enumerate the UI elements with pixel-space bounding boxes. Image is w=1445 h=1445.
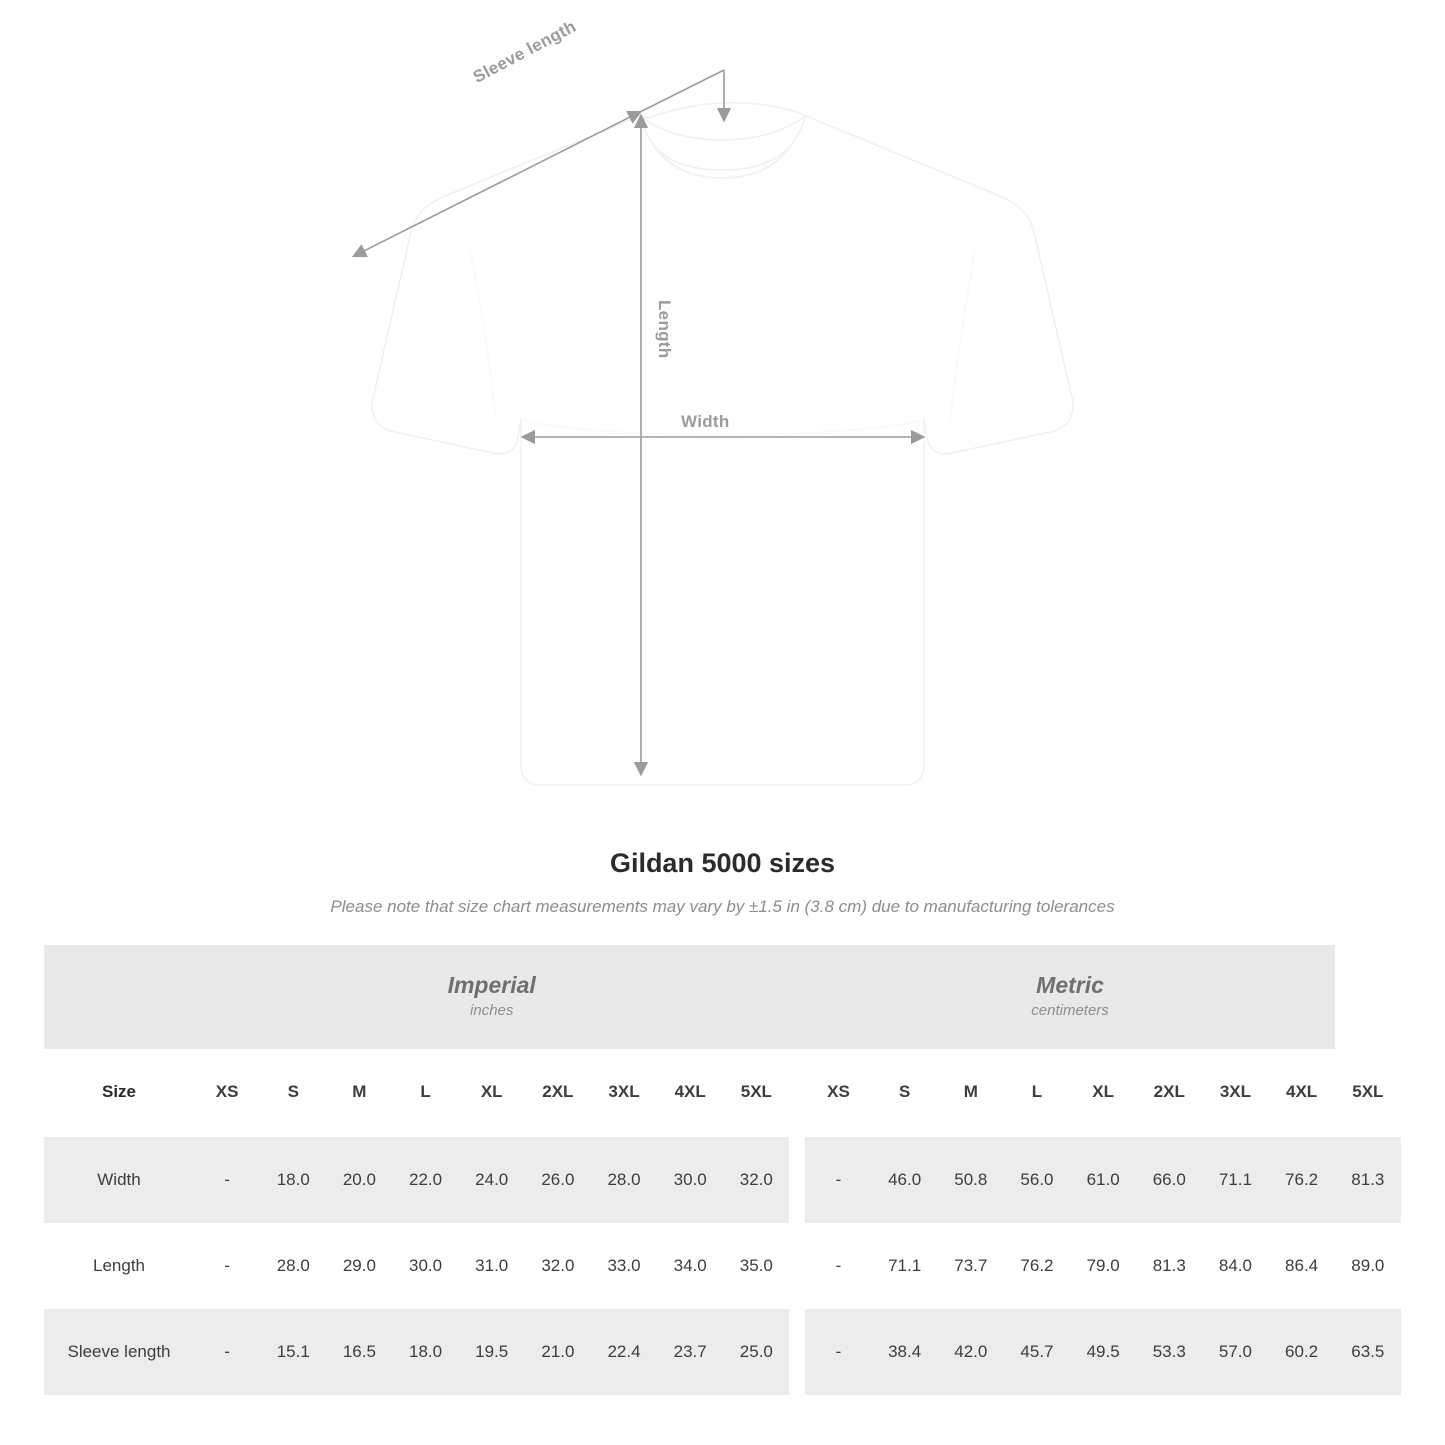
size-col-metric-2xl: 2XL (1136, 1049, 1202, 1136)
cell-length-metric-2xl: 81.3 (1136, 1223, 1202, 1309)
row-header-size: Size (44, 1049, 194, 1136)
cell-length-imperial-s: 28.0 (260, 1223, 326, 1309)
cell-width-imperial-xs: - (194, 1136, 260, 1223)
cell-sleeve-metric-5xl: 63.5 (1335, 1309, 1401, 1395)
cell-length-metric-5xl: 89.0 (1335, 1223, 1401, 1309)
column-gap (789, 1223, 805, 1309)
length-dimension-label: Length (655, 300, 674, 359)
cell-width-imperial-m: 20.0 (326, 1136, 392, 1223)
sleeve-length-dimension-label: Sleeve length (470, 16, 580, 87)
column-gap (789, 1049, 805, 1136)
size-chart-table (44, 945, 1401, 1395)
unit-header-imperial (194, 945, 789, 1049)
cell-length-imperial-m: 29.0 (326, 1223, 392, 1309)
cell-sleeve-imperial-xs: - (194, 1309, 260, 1395)
cell-sleeve-imperial-s: 15.1 (260, 1309, 326, 1395)
cell-width-metric-4xl: 76.2 (1269, 1136, 1335, 1223)
size-col-metric-xs: XS (805, 1049, 871, 1136)
cell-width-metric-xs: - (805, 1136, 871, 1223)
cell-sleeve-metric-xl: 49.5 (1070, 1309, 1136, 1395)
table-row (44, 1223, 1401, 1309)
size-col-imperial-5xl: 5XL (723, 1049, 789, 1136)
cell-sleeve-metric-m: 42.0 (938, 1309, 1004, 1395)
cell-sleeve-imperial-4xl: 23.7 (657, 1309, 723, 1395)
cell-sleeve-imperial-5xl: 25.0 (723, 1309, 789, 1395)
row-label-sleeve-length: Sleeve length (44, 1309, 194, 1395)
table-row (44, 1309, 1401, 1395)
unit-header-gap (789, 945, 805, 1049)
unit-name-metric: Metric (1036, 972, 1104, 999)
cell-sleeve-metric-xs: - (805, 1309, 871, 1395)
cell-sleeve-metric-l: 45.7 (1004, 1309, 1070, 1395)
size-col-imperial-s: S (260, 1049, 326, 1136)
unit-header-row (44, 945, 1401, 1049)
cell-sleeve-metric-3xl: 57.0 (1202, 1309, 1268, 1395)
column-gap (789, 1136, 805, 1223)
cell-sleeve-imperial-2xl: 21.0 (525, 1309, 591, 1395)
cell-sleeve-imperial-l: 18.0 (392, 1309, 458, 1395)
width-dimension-label: Width (681, 412, 730, 431)
cell-width-imperial-2xl: 26.0 (525, 1136, 591, 1223)
size-col-imperial-xs: XS (194, 1049, 260, 1136)
row-label-width: Width (44, 1136, 194, 1223)
cell-width-metric-xl: 61.0 (1070, 1136, 1136, 1223)
size-col-imperial-l: L (392, 1049, 458, 1136)
size-col-metric-m: M (938, 1049, 1004, 1136)
cell-width-imperial-5xl: 32.0 (723, 1136, 789, 1223)
title-block (0, 848, 1445, 917)
cell-width-metric-s: 46.0 (872, 1136, 938, 1223)
column-gap (789, 1309, 805, 1395)
table-row (44, 1136, 1401, 1223)
cell-width-imperial-xl: 24.0 (459, 1136, 525, 1223)
cell-length-imperial-5xl: 35.0 (723, 1223, 789, 1309)
cell-sleeve-imperial-xl: 19.5 (459, 1309, 525, 1395)
unit-header-spacer (44, 945, 194, 1049)
cell-width-imperial-l: 22.0 (392, 1136, 458, 1223)
cell-length-imperial-xl: 31.0 (459, 1223, 525, 1309)
cell-width-metric-l: 56.0 (1004, 1136, 1070, 1223)
unit-header-metric (805, 945, 1334, 1049)
size-col-imperial-4xl: 4XL (657, 1049, 723, 1136)
unit-name-imperial: Imperial (447, 972, 536, 999)
cell-length-imperial-4xl: 34.0 (657, 1223, 723, 1309)
cell-sleeve-metric-2xl: 53.3 (1136, 1309, 1202, 1395)
tolerance-note: Please note that size chart measurements may vary by ±1.5 in (3.8 cm) due to manufacturing tolerances (330, 897, 1115, 916)
size-col-metric-xl: XL (1070, 1049, 1136, 1136)
cell-length-metric-3xl: 84.0 (1202, 1223, 1268, 1309)
size-header-row (44, 1049, 1401, 1136)
cell-length-metric-xs: - (805, 1223, 871, 1309)
page-title: Gildan 5000 sizes (609, 848, 836, 878)
size-col-imperial-3xl: 3XL (591, 1049, 657, 1136)
size-col-metric-l: L (1004, 1049, 1070, 1136)
cell-width-metric-m: 50.8 (938, 1136, 1004, 1223)
cell-sleeve-imperial-3xl: 22.4 (591, 1309, 657, 1395)
size-col-imperial-xl: XL (459, 1049, 525, 1136)
cell-length-metric-xl: 79.0 (1070, 1223, 1136, 1309)
cell-width-imperial-s: 18.0 (260, 1136, 326, 1223)
cell-length-metric-l: 76.2 (1004, 1223, 1070, 1309)
cell-length-metric-s: 71.1 (872, 1223, 938, 1309)
unit-sub-metric: centimeters (1031, 1002, 1109, 1020)
cell-width-imperial-4xl: 30.0 (657, 1136, 723, 1223)
cell-length-imperial-l: 30.0 (392, 1223, 458, 1309)
cell-sleeve-imperial-m: 16.5 (326, 1309, 392, 1395)
cell-sleeve-metric-s: 38.4 (872, 1309, 938, 1395)
size-col-metric-s: S (872, 1049, 938, 1136)
cell-length-imperial-3xl: 33.0 (591, 1223, 657, 1309)
cell-width-imperial-3xl: 28.0 (591, 1136, 657, 1223)
unit-sub-imperial: inches (470, 1002, 514, 1020)
cell-width-metric-3xl: 71.1 (1202, 1136, 1268, 1223)
cell-length-imperial-xs: - (194, 1223, 260, 1309)
size-col-metric-4xl: 4XL (1269, 1049, 1335, 1136)
size-col-imperial-2xl: 2XL (525, 1049, 591, 1136)
size-col-metric-5xl: 5XL (1335, 1049, 1401, 1136)
cell-length-metric-m: 73.7 (938, 1223, 1004, 1309)
size-col-imperial-m: M (326, 1049, 392, 1136)
cell-length-imperial-2xl: 32.0 (525, 1223, 591, 1309)
cell-sleeve-metric-4xl: 60.2 (1269, 1309, 1335, 1395)
size-col-metric-3xl: 3XL (1202, 1049, 1268, 1136)
size-table-wrapper (0, 945, 1445, 1395)
cell-length-metric-4xl: 86.4 (1269, 1223, 1335, 1309)
cell-width-metric-5xl: 81.3 (1335, 1136, 1401, 1223)
cell-width-metric-2xl: 66.0 (1136, 1136, 1202, 1223)
row-label-length: Length (44, 1223, 194, 1309)
